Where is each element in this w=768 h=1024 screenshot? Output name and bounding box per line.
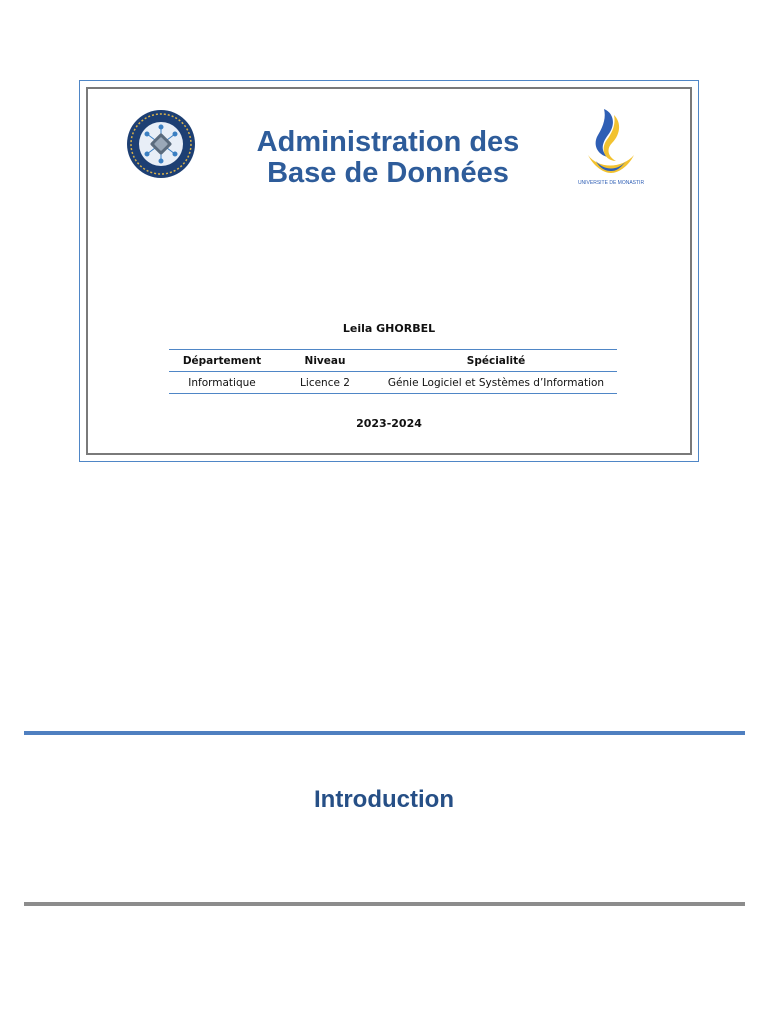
section-top-rule — [24, 731, 745, 735]
document-title — [198, 127, 578, 189]
course-info-table — [169, 349, 617, 394]
header-niveau: Niveau — [304, 354, 346, 367]
title-line-2: Base de Données — [267, 157, 509, 189]
title-line-1: Administration des — [256, 126, 520, 158]
section-bottom-rule — [24, 902, 745, 906]
cell-specialite: Génie Logiciel et Systèmes d’Information — [387, 376, 605, 389]
table-header-row — [169, 350, 617, 372]
cell-niveau: Licence 2 — [300, 376, 350, 389]
table-row — [169, 372, 617, 394]
header-specialite: Spécialité — [466, 354, 526, 367]
university-caption: UNIVERSITE DE MONASTIR — [578, 180, 644, 186]
university-logo-icon — [578, 105, 644, 189]
academic-year: 2023-2024 — [356, 417, 422, 430]
cell-departement: Informatique — [188, 376, 256, 389]
cover-inner-frame — [86, 87, 692, 455]
cover-frame — [79, 80, 699, 462]
author-name: Leila GHORBEL — [342, 322, 436, 335]
faculty-seal-icon — [125, 109, 197, 179]
section-title: Introduction — [314, 786, 454, 813]
header-departement: Département — [182, 354, 262, 367]
